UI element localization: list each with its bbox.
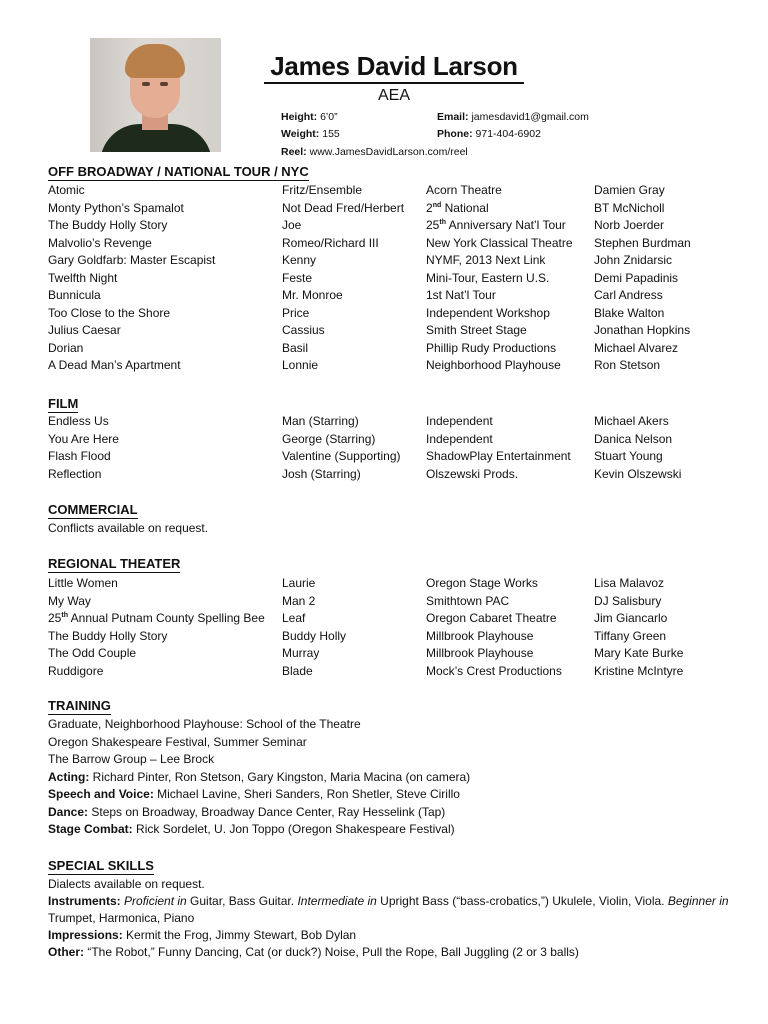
credit-director: Jim Giancarlo bbox=[594, 611, 668, 625]
credit-director: Danica Nelson bbox=[594, 431, 673, 446]
credit-role: Man (Starring) bbox=[282, 414, 359, 428]
union-affiliation: AEA bbox=[377, 87, 410, 104]
credit-row bbox=[48, 217, 748, 234]
credit-director: Kristine McIntyre bbox=[594, 663, 684, 678]
credit-director: Jonathan Hopkins bbox=[594, 323, 691, 337]
credit-role: Laurie bbox=[282, 576, 316, 590]
skills-dialects: Dialects available on request. bbox=[48, 877, 205, 891]
credit-director: Mary Kate Burke bbox=[594, 646, 684, 660]
credit-role: Murray bbox=[282, 646, 320, 660]
credit-role: Leaf bbox=[282, 611, 306, 625]
actor-name: James David Larson bbox=[264, 51, 524, 84]
credit-venue: 25th Anniversary Nat’l Tour bbox=[426, 218, 566, 232]
credit-director: Demi Papadinis bbox=[594, 270, 679, 285]
credit-title: Flash Flood bbox=[48, 449, 111, 463]
credit-role: Feste bbox=[282, 270, 313, 285]
credit-row bbox=[48, 413, 748, 430]
credit-title: The Odd Couple bbox=[48, 646, 137, 660]
credit-director: Blake Walton bbox=[594, 305, 665, 320]
email-link[interactable]: jamesdavid1@gmail.com bbox=[471, 111, 589, 123]
section-training-title: TRAINING bbox=[48, 698, 111, 713]
credit-title: Reflection bbox=[48, 466, 102, 481]
credit-role: Joe bbox=[282, 218, 302, 232]
credit-row bbox=[48, 287, 748, 304]
credit-venue: Phillip Rudy Productions bbox=[426, 340, 557, 355]
credit-role: Man 2 bbox=[282, 593, 316, 608]
credit-row bbox=[48, 610, 748, 627]
credit-venue: Mock’s Crest Productions bbox=[426, 663, 562, 678]
credit-role: Buddy Holly bbox=[282, 628, 347, 643]
credit-title: Julius Caesar bbox=[48, 323, 121, 337]
credit-title: Twelfth Night bbox=[48, 270, 118, 285]
training-line: The Barrow Group – Lee Brock bbox=[48, 752, 215, 766]
credit-venue: NYMF, 2013 Next Link bbox=[426, 253, 546, 267]
credit-row bbox=[48, 200, 748, 217]
credit-director: John Znidarsic bbox=[594, 253, 673, 267]
credit-role: Josh (Starring) bbox=[282, 466, 361, 481]
credit-title: Little Women bbox=[48, 576, 118, 590]
credit-role: George (Starring) bbox=[282, 431, 376, 446]
section-commercial-title: COMMERCIAL bbox=[48, 502, 138, 517]
credit-row bbox=[48, 663, 748, 680]
credit-row bbox=[48, 182, 748, 199]
training-acting: Acting: Richard Pinter, Ron Stetson, Gary Kingston, Maria Macina (on camera) bbox=[48, 770, 471, 784]
credit-role: Cassius bbox=[282, 323, 325, 337]
credit-venue: New York Classical Theatre bbox=[426, 235, 573, 250]
credit-role: Lonnie bbox=[282, 358, 319, 372]
credit-row bbox=[48, 466, 748, 483]
credit-title: Endless Us bbox=[48, 414, 109, 428]
credit-director: Norb Joerder bbox=[594, 218, 665, 232]
credit-row bbox=[48, 431, 748, 448]
weight-stat: Weight: 155 bbox=[281, 128, 340, 140]
skills-impressions: Impressions: Kermit the Frog, Jimmy Stewart, Bob Dylan bbox=[48, 928, 357, 942]
credit-row bbox=[48, 235, 748, 252]
training-combat: Stage Combat: Rick Sordelet, U. Jon Toppo (Oregon Shakespeare Festival) bbox=[48, 822, 455, 836]
email-stat: Email: jamesdavid1@gmail.com bbox=[437, 111, 589, 123]
credit-director: Lisa Malavoz bbox=[594, 576, 665, 590]
credit-title: The Buddy Holly Story bbox=[48, 628, 168, 643]
credit-venue: Independent bbox=[426, 414, 493, 428]
credit-title: Atomic bbox=[48, 183, 85, 197]
credit-role: Basil bbox=[282, 340, 309, 355]
section-skills-title: SPECIAL SKILLS bbox=[48, 858, 154, 873]
credit-venue: Mini-Tour, Eastern U.S. bbox=[426, 270, 550, 285]
credit-role: Mr. Monroe bbox=[282, 288, 343, 302]
credit-row bbox=[48, 252, 748, 269]
credit-venue: Smith Street Stage bbox=[426, 323, 527, 337]
credit-row bbox=[48, 448, 748, 465]
commercial-note: Conflicts available on request. bbox=[48, 521, 209, 535]
credit-venue: Oregon Stage Works bbox=[426, 576, 538, 590]
credit-row bbox=[48, 628, 748, 645]
credit-title: Malvolio’s Revenge bbox=[48, 235, 152, 250]
credit-title: Dorian bbox=[48, 340, 84, 355]
credit-title: You Are Here bbox=[48, 431, 119, 446]
credit-row bbox=[48, 270, 748, 287]
credit-title: My Way bbox=[48, 593, 91, 608]
reel-stat: Reel: www.JamesDavidLarson.com/reel bbox=[281, 146, 468, 158]
section-regional-title: REGIONAL THEATER bbox=[48, 556, 181, 571]
credit-venue: Acorn Theatre bbox=[426, 183, 502, 197]
credit-director: BT McNicholl bbox=[594, 200, 665, 215]
credit-title: Ruddigore bbox=[48, 663, 104, 678]
credit-row bbox=[48, 575, 748, 592]
credit-director: Michael Alvarez bbox=[594, 340, 679, 355]
credit-venue: 1st Nat’l Tour bbox=[426, 288, 496, 302]
credit-role: Blade bbox=[282, 663, 313, 678]
credit-venue: Smithtown PAC bbox=[426, 593, 510, 608]
reel-link[interactable]: www.JamesDavidLarson.com/reel bbox=[309, 146, 468, 158]
credit-director: Kevin Olszewski bbox=[594, 466, 682, 481]
credit-row bbox=[48, 340, 748, 357]
credit-title: Bunnicula bbox=[48, 288, 101, 302]
credit-director: Stuart Young bbox=[594, 449, 663, 463]
credit-title: The Buddy Holly Story bbox=[48, 218, 168, 232]
credit-venue: ShadowPlay Entertainment bbox=[426, 449, 571, 463]
credit-venue: Oregon Cabaret Theatre bbox=[426, 611, 557, 625]
credit-venue: Olszewski Prods. bbox=[426, 466, 519, 481]
training-dance: Dance: Steps on Broadway, Broadway Dance Center, Ray Hesselink (Tap) bbox=[48, 805, 446, 819]
credit-director: DJ Salisbury bbox=[594, 593, 662, 608]
credit-venue: Independent Workshop bbox=[426, 305, 550, 320]
credit-director: Damien Gray bbox=[594, 183, 665, 197]
credit-title: Too Close to the Shore bbox=[48, 305, 171, 320]
headshot-photo bbox=[90, 38, 221, 152]
credit-director: Stephen Burdman bbox=[594, 235, 691, 250]
section-film-title: FILM bbox=[48, 396, 79, 411]
credit-director: Ron Stetson bbox=[594, 358, 661, 372]
skills-other: Other: “The Robot,” Funny Dancing, Cat (or duck?) Noise, Pull the Rope, Ball Juggling (2 or 3 balls) bbox=[48, 945, 579, 959]
credit-venue: Millbrook Playhouse bbox=[426, 646, 534, 660]
credit-venue: Millbrook Playhouse bbox=[426, 628, 534, 643]
credit-title: Monty Python’s Spamalot bbox=[48, 200, 184, 215]
training-line: Oregon Shakespeare Festival, Summer Seminar bbox=[48, 735, 307, 749]
phone-stat: Phone: 971-404-6902 bbox=[437, 128, 541, 140]
credit-venue: 2nd National bbox=[426, 200, 489, 215]
credit-director: Michael Akers bbox=[594, 414, 669, 428]
credit-row bbox=[48, 645, 748, 662]
credit-role: Kenny bbox=[282, 253, 317, 267]
credit-role: Price bbox=[282, 305, 310, 320]
skills-instruments: Instruments: Proficient in Guitar, Bass Guitar. Intermediate in Upright Bass (“bass-crobatics,”) Ukulele, Violin, Viola. Beginner in Trumpet, Harmonica, Piano bbox=[48, 894, 729, 925]
credit-role: Fritz/Ensemble bbox=[282, 183, 363, 197]
credit-row bbox=[48, 322, 748, 339]
credit-venue: Independent bbox=[426, 431, 493, 446]
credit-title: Gary Goldfarb: Master Escapist bbox=[48, 253, 216, 267]
credit-title: A Dead Man’s Apartment bbox=[48, 358, 181, 372]
credit-row bbox=[48, 305, 748, 322]
credit-title: 25th Annual Putnam County Spelling Bee bbox=[48, 611, 265, 625]
section-off-broadway-title: OFF BROADWAY / NATIONAL TOUR / NYC bbox=[48, 164, 309, 179]
training-voice: Speech and Voice: Michael Lavine, Sheri Sanders, Ron Shetler, Steve Cirillo bbox=[48, 787, 460, 801]
training-line: Graduate, Neighborhood Playhouse: School of the Theatre bbox=[48, 717, 361, 731]
height-stat: Height: 6’0” bbox=[281, 111, 338, 123]
credit-row bbox=[48, 357, 748, 374]
credit-role: Valentine (Supporting) bbox=[282, 449, 401, 463]
credit-director: Carl Andress bbox=[594, 288, 663, 302]
credit-director: Tiffany Green bbox=[594, 628, 667, 643]
credit-role: Romeo/Richard III bbox=[282, 235, 379, 250]
credit-row bbox=[48, 593, 748, 610]
credit-venue: Neighborhood Playhouse bbox=[426, 358, 561, 372]
credit-role: Not Dead Fred/Herbert bbox=[282, 200, 405, 215]
